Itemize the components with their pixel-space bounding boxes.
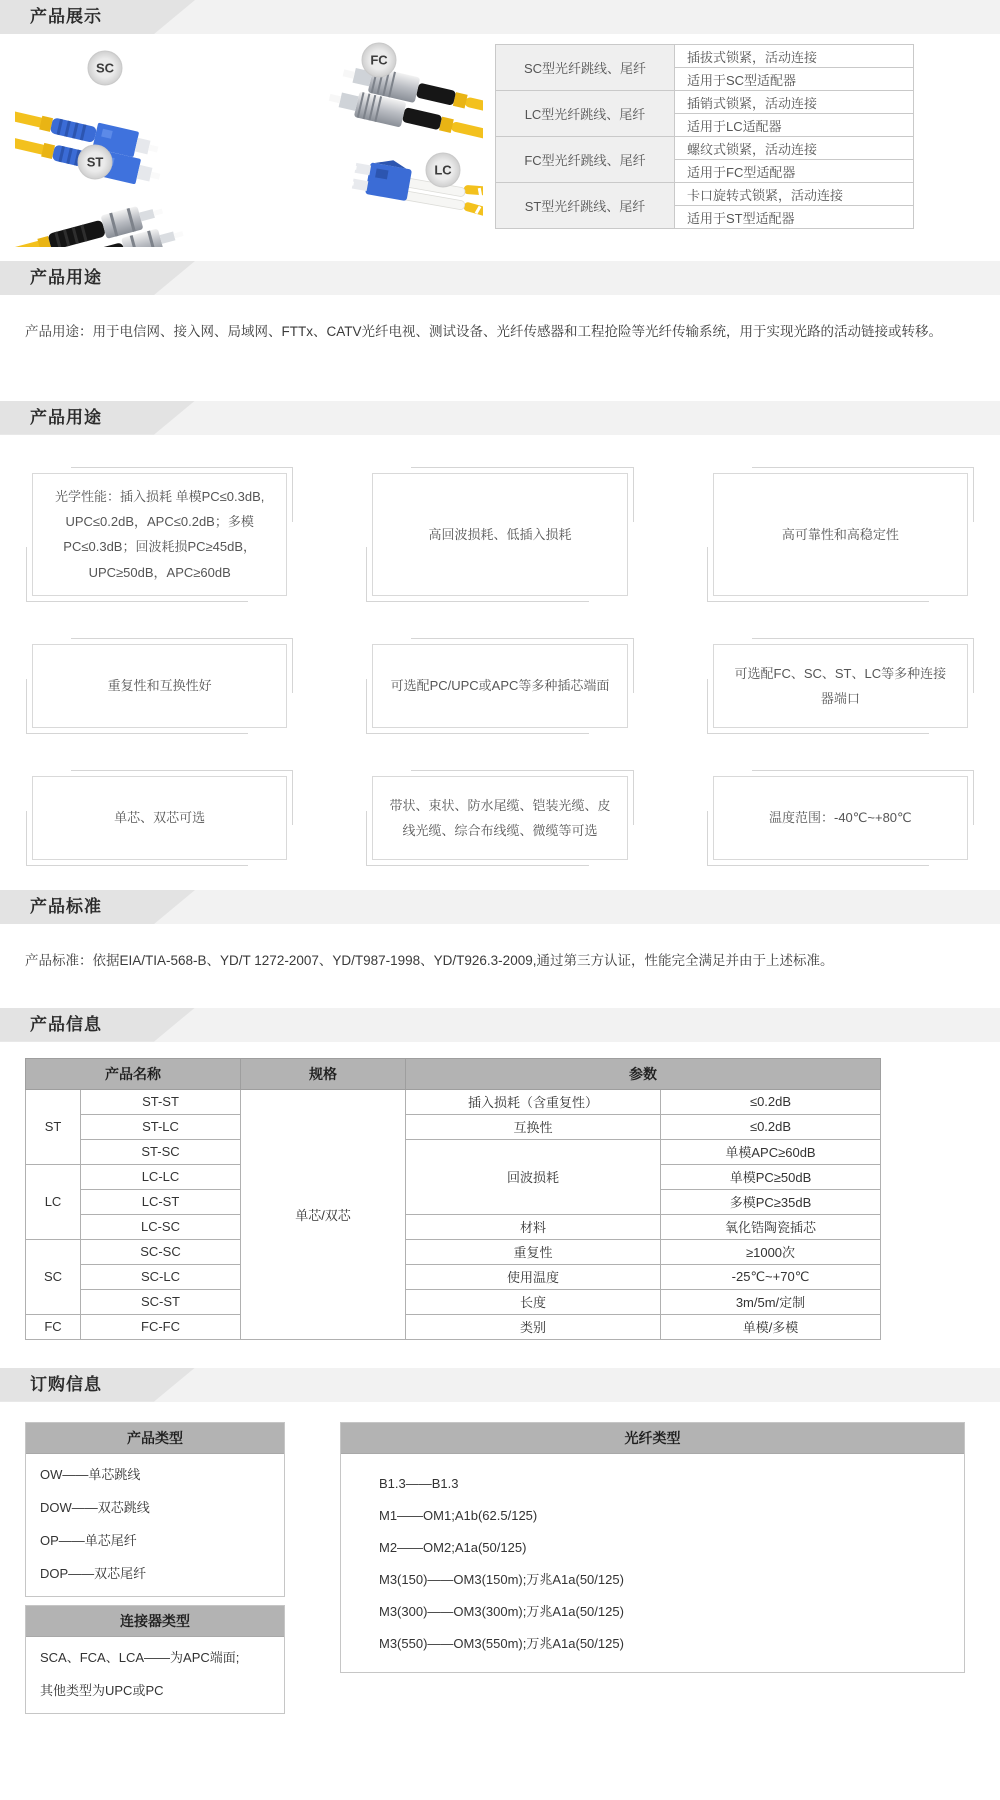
cell-param-label: 使用温度 — [406, 1264, 661, 1289]
connector-type-box — [25, 1605, 285, 1714]
cell-connector-name: LC型光纤跳线、尾纤 — [496, 91, 675, 137]
section-title-display: 产品展示 — [30, 7, 102, 26]
table-row — [26, 1139, 881, 1164]
cell-param-label: 回波损耗 — [406, 1139, 661, 1214]
cell-group: SC — [26, 1239, 81, 1314]
connector-type-table — [495, 44, 914, 229]
cell-connector-name: ST型光纤跳线、尾纤 — [496, 183, 675, 229]
section-title-info: 产品信息 — [30, 1014, 102, 1034]
ordering-info-area — [25, 1422, 1000, 1722]
table-row — [496, 91, 914, 114]
lc-connector-drawing — [344, 153, 483, 228]
connector-photo-illustration — [15, 42, 483, 247]
cell-model: ST-LC — [81, 1114, 241, 1139]
cell-group: LC — [26, 1164, 81, 1239]
product-type-header: 产品类型 — [26, 1423, 284, 1454]
section-header-order — [0, 1368, 1000, 1402]
section-title-usage: 产品用途 — [30, 268, 102, 287]
cell-connector-feature: 适用于ST型适配器 — [675, 206, 914, 229]
feature-box: 重复性和互换性好 — [32, 644, 287, 728]
cell-model: LC-LC — [81, 1164, 241, 1189]
cell-connector-feature: 插销式锁紧，活动连接 — [675, 91, 914, 114]
product-type-box — [25, 1422, 285, 1597]
table-row — [26, 1264, 881, 1289]
list-item: 其他类型为UPC或PC — [40, 1682, 164, 1698]
svg-text:FC: FC — [370, 52, 388, 68]
fc-badge — [362, 43, 396, 77]
cell-param-value: 多模PC≥35dB — [661, 1189, 881, 1214]
product-info-table — [25, 1058, 881, 1340]
cell-connector-feature: 适用于SC型适配器 — [675, 68, 914, 91]
table-row — [496, 137, 914, 160]
fc-connector-drawing — [327, 59, 483, 161]
cell-param-value: 氧化锆陶瓷插芯 — [661, 1214, 881, 1239]
header-params: 参数 — [406, 1058, 881, 1089]
list-item: M1——OM1;A1b(62.5/125) — [379, 1507, 538, 1523]
cell-param-value: ≤0.2dB — [661, 1089, 881, 1114]
list-item: M2——OM2;A1a(50/125) — [379, 1539, 527, 1555]
cell-param-value: 3m/5m/定制 — [661, 1289, 881, 1314]
cell-param-label: 类别 — [406, 1314, 661, 1339]
feature-box: 可选配PC/UPC或APC等多种插芯端面 — [372, 644, 627, 728]
product-display-area — [0, 34, 1000, 253]
cell-param-value: ≤0.2dB — [661, 1114, 881, 1139]
cell-model: ST-SC — [81, 1139, 241, 1164]
cell-model: SC-LC — [81, 1264, 241, 1289]
table-row — [26, 1214, 881, 1239]
sc-badge — [88, 51, 122, 85]
section-header-usage — [0, 261, 1000, 295]
list-item: M3(300)——OM3(300m);万兆A1a(50/125) — [379, 1603, 624, 1619]
svg-text:LC: LC — [434, 162, 452, 178]
cell-model: SC-SC — [81, 1239, 241, 1264]
cell-param-label: 重复性 — [406, 1239, 661, 1264]
section-title-features: 产品用途 — [30, 407, 102, 427]
table-row — [26, 1114, 881, 1139]
cell-connector-name: FC型光纤跳线、尾纤 — [496, 137, 675, 183]
cell-connector-feature: 卡口旋转式锁紧，活动连接 — [675, 183, 914, 206]
list-item: M3(550)——OM3(550m);万兆A1a(50/125) — [379, 1635, 624, 1651]
fiber-type-box — [340, 1422, 965, 1673]
svg-text:ST: ST — [86, 154, 104, 170]
usage-paragraph: 产品用途：用于电信网、接入网、局域网、FTTx、CATV光纤电视、测试设备、光纤传感器和工程抢险等光纤传输系统，用于实现光路的活动链接或转移。 — [25, 324, 942, 339]
cell-param-value: 单模/多模 — [661, 1314, 881, 1339]
header-product-name: 产品名称 — [26, 1058, 241, 1089]
cell-connector-feature: 插拔式锁紧，活动连接 — [675, 45, 914, 68]
cell-model: FC-FC — [81, 1314, 241, 1339]
cell-param-label: 材料 — [406, 1214, 661, 1239]
fiber-type-header: 光纤类型 — [341, 1423, 964, 1454]
feature-box: 光学性能：插入损耗 单模PC≤0.3dB, UPC≤0.2dB，APC≤0.2dB；多模 PC≤0.3dB；回波耗损PC≥45dB，UPC≥50dB，APC≥60dB — [32, 473, 287, 596]
table-row — [496, 183, 914, 206]
section-header-display — [0, 0, 1000, 34]
cell-model: LC-ST — [81, 1189, 241, 1214]
cell-param-label: 互换性 — [406, 1114, 661, 1139]
cell-connector-feature: 螺纹式锁紧，活动连接 — [675, 137, 914, 160]
section-header-info — [0, 1008, 1000, 1042]
section-header-standard — [0, 890, 1000, 924]
cell-spec: 单芯/双芯 — [241, 1089, 406, 1339]
st-connector-drawing — [15, 196, 186, 247]
section-header-features — [0, 401, 1000, 435]
feature-box: 温度范围：-40℃~+80℃ — [713, 776, 968, 860]
section-title-standard: 产品标准 — [30, 896, 102, 916]
list-item: M3(150)——OM3(150m);万兆A1a(50/125) — [379, 1571, 624, 1587]
cell-model: LC-SC — [81, 1214, 241, 1239]
list-item: OW——单芯跳线 — [40, 1466, 141, 1482]
table-row — [496, 45, 914, 68]
connector-type-header: 连接器类型 — [26, 1606, 284, 1637]
feature-grid — [0, 435, 1000, 890]
feature-box: 高回波损耗、低插入损耗 — [372, 473, 627, 596]
header-spec: 规格 — [241, 1058, 406, 1089]
cell-connector-feature: 适用于FC型适配器 — [675, 160, 914, 183]
cell-model: ST-ST — [81, 1089, 241, 1114]
standard-paragraph: 产品标准：依据EIA/TIA-568-B、YD/T 1272-2007、YD/T987-1998、YD/T926.3-2009,通过第三方认证，性能完全满足并由于上述标准。 — [25, 952, 834, 968]
list-item: OP——单芯尾纤 — [40, 1532, 137, 1548]
order-left-column — [25, 1422, 285, 1722]
lc-badge — [426, 153, 460, 187]
cell-param-value: -25℃~+70℃ — [661, 1264, 881, 1289]
cell-param-label: 长度 — [406, 1289, 661, 1314]
cell-connector-name: SC型光纤跳线、尾纤 — [496, 45, 675, 91]
cell-group: FC — [26, 1314, 81, 1339]
table-header-row — [26, 1058, 881, 1089]
list-item: DOW——双芯跳线 — [40, 1499, 150, 1515]
cell-group: ST — [26, 1089, 81, 1164]
cell-connector-feature: 适用于LC适配器 — [675, 114, 914, 137]
table-row — [26, 1089, 881, 1114]
feature-box: 带状、束状、防水尾缆、铠装光缆、皮线光缆、综合布线缆、微缆等可选 — [372, 776, 627, 860]
feature-box: 单芯、双芯可选 — [32, 776, 287, 860]
cell-param-value: 单模APC≥60dB — [661, 1139, 881, 1164]
feature-box: 高可靠性和高稳定性 — [713, 473, 968, 596]
list-item: SCA、FCA、LCA——为APC端面; — [40, 1649, 240, 1665]
cell-param-value: ≥1000次 — [661, 1239, 881, 1264]
st-badge — [78, 145, 112, 179]
table-row — [26, 1239, 881, 1264]
svg-text:SC: SC — [95, 60, 115, 76]
list-item: DOP——双芯尾纤 — [40, 1565, 147, 1581]
cell-param-label: 插入损耗（含重复性） — [406, 1089, 661, 1114]
table-row — [26, 1289, 881, 1314]
cell-model: SC-ST — [81, 1289, 241, 1314]
table-row — [26, 1314, 881, 1339]
list-item: B1.3——B1.3 — [379, 1475, 459, 1491]
cell-param-value: 单模PC≥50dB — [661, 1164, 881, 1189]
feature-box: 可选配FC、SC、ST、LC等多种连接器端口 — [713, 644, 968, 728]
section-title-order: 订购信息 — [30, 1374, 102, 1394]
